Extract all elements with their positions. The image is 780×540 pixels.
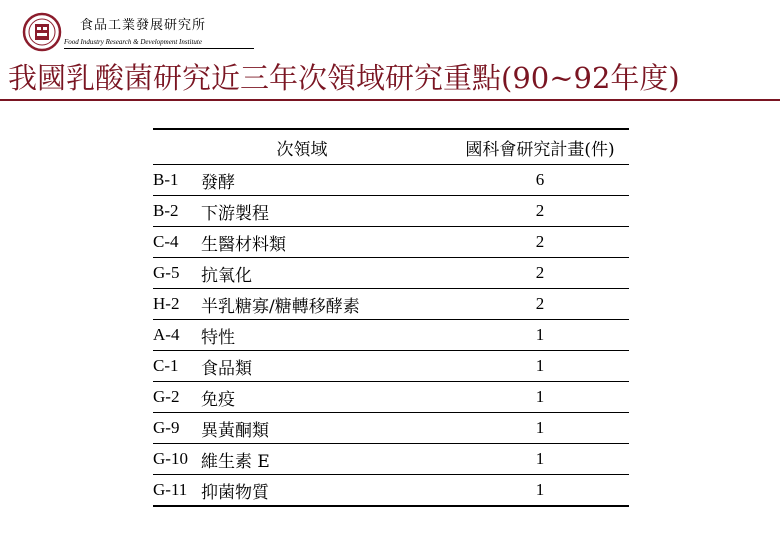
table-body bbox=[153, 165, 629, 507]
table-row bbox=[153, 444, 629, 475]
subdomain-code: B-2 bbox=[153, 196, 201, 227]
table-row bbox=[153, 165, 629, 196]
table-row bbox=[153, 382, 629, 413]
subdomain-code: G-11 bbox=[153, 475, 201, 507]
subdomain-code: G-9 bbox=[153, 413, 201, 444]
subdomain-name: 維生素 E bbox=[201, 444, 451, 475]
table-row bbox=[153, 351, 629, 382]
project-count: 2 bbox=[451, 258, 629, 289]
subdomain-name: 抗氧化 bbox=[201, 258, 451, 289]
subdomain-name: 異黃酮類 bbox=[201, 413, 451, 444]
subdomain-name: 生醫材料類 bbox=[201, 227, 451, 258]
subdomain-name: 發酵 bbox=[201, 165, 451, 196]
project-count: 1 bbox=[451, 382, 629, 413]
table-row bbox=[153, 227, 629, 258]
subdomain-code: G-10 bbox=[153, 444, 201, 475]
subdomain-table bbox=[153, 128, 629, 507]
table-row bbox=[153, 475, 629, 507]
subdomain-code: H-2 bbox=[153, 289, 201, 320]
subdomain-code: C-1 bbox=[153, 351, 201, 382]
subdomain-name: 抑菌物質 bbox=[201, 475, 451, 507]
org-name-en: Food Industry Research & Development Institute bbox=[64, 38, 202, 46]
subdomain-name: 特性 bbox=[201, 320, 451, 351]
project-count: 1 bbox=[451, 413, 629, 444]
column-header-subdomain: 次領域 bbox=[153, 129, 451, 165]
subdomain-code: G-5 bbox=[153, 258, 201, 289]
title-divider bbox=[0, 99, 780, 101]
subdomain-name: 半乳糖寡/糖轉移酵素 bbox=[201, 289, 451, 320]
subdomain-name: 免疫 bbox=[201, 382, 451, 413]
table-row bbox=[153, 258, 629, 289]
table-row bbox=[153, 289, 629, 320]
subdomain-name: 下游製程 bbox=[201, 196, 451, 227]
project-count: 2 bbox=[451, 196, 629, 227]
table-header-row bbox=[153, 129, 629, 165]
project-count: 1 bbox=[451, 320, 629, 351]
subdomain-code: B-1 bbox=[153, 165, 201, 196]
table-row bbox=[153, 196, 629, 227]
project-count: 6 bbox=[451, 165, 629, 196]
subdomain-code: G-2 bbox=[153, 382, 201, 413]
project-count: 2 bbox=[451, 227, 629, 258]
org-name-zh: 食品工業發展研究所 bbox=[80, 18, 207, 33]
subdomain-name: 食品類 bbox=[201, 351, 451, 382]
subdomain-code: A-4 bbox=[153, 320, 201, 351]
header-divider bbox=[64, 48, 254, 49]
table-row bbox=[153, 413, 629, 444]
firdi-seal-logo-icon bbox=[22, 12, 62, 52]
slide-title: 我國乳酸菌研究近三年次領域研究重點(90~92年度) bbox=[8, 61, 680, 95]
project-count: 1 bbox=[451, 444, 629, 475]
column-header-project-count: 國科會研究計畫(件) bbox=[451, 129, 629, 165]
project-count: 1 bbox=[451, 475, 629, 507]
slide-header bbox=[18, 10, 238, 56]
project-count: 1 bbox=[451, 351, 629, 382]
table-row bbox=[153, 320, 629, 351]
subdomain-code: C-4 bbox=[153, 227, 201, 258]
project-count: 2 bbox=[451, 289, 629, 320]
